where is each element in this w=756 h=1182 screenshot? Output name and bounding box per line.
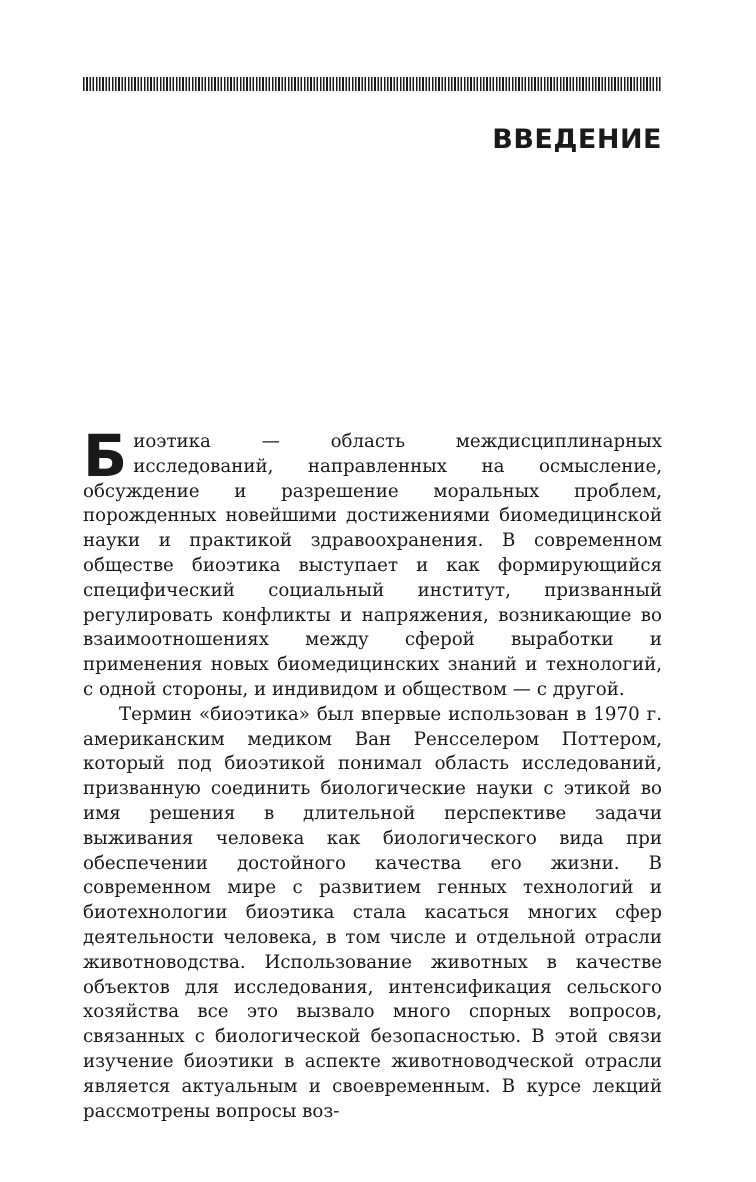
paragraph [83, 422, 662, 703]
paragraph-text: иоэтика — область междисциплинарных исследований, направленных на осмысление, обсуждение и разрешение моральных проблем, порожденных новейшими достижениями биомедицинской науки и практикой здравоохранения. В современном обществе биоэтика выступает и как формирующийся специфический социальный институт, призванный регулировать конфликты и напряжения, возникающие во взаимоотношениях между сферой выработки и применения новых биомедицинских знаний и технологий, с одной стороны, и индивидом и обществом — с другой. [83, 431, 662, 700]
paragraph: Термин «биоэтика» был впервые использован в 1970 г. американским медиком Ван Ренсселером Поттером, который под биоэтикой понимал область исследований, призванную соединить биологические науки с этикой во имя решения в длительной перспективе задачи выживания человека как биологического вида при обеспечении достойного качества его жизни. В современном мире с развитием генных технологий и биотехнологии биоэтика стала касаться многих сфер деятельности человека, в том числе и отдельной отрасли животноводства. Использование животных в качестве объектов для исследования, интенсификация сельского хозяйства все это вызвало много спорных вопросов, связанных с биологической безопасностью. В этой связи изучение биоэтики в аспекте животноводческой отрасли является актуальным и своевременным. В курсе лекций рассмотрены вопросы воз- [83, 703, 662, 1122]
drop-cap: Б [83, 422, 128, 490]
body-text [83, 422, 662, 1124]
header-rule [83, 77, 662, 91]
chapter-title: ВВЕДЕНИЕ [492, 124, 662, 155]
